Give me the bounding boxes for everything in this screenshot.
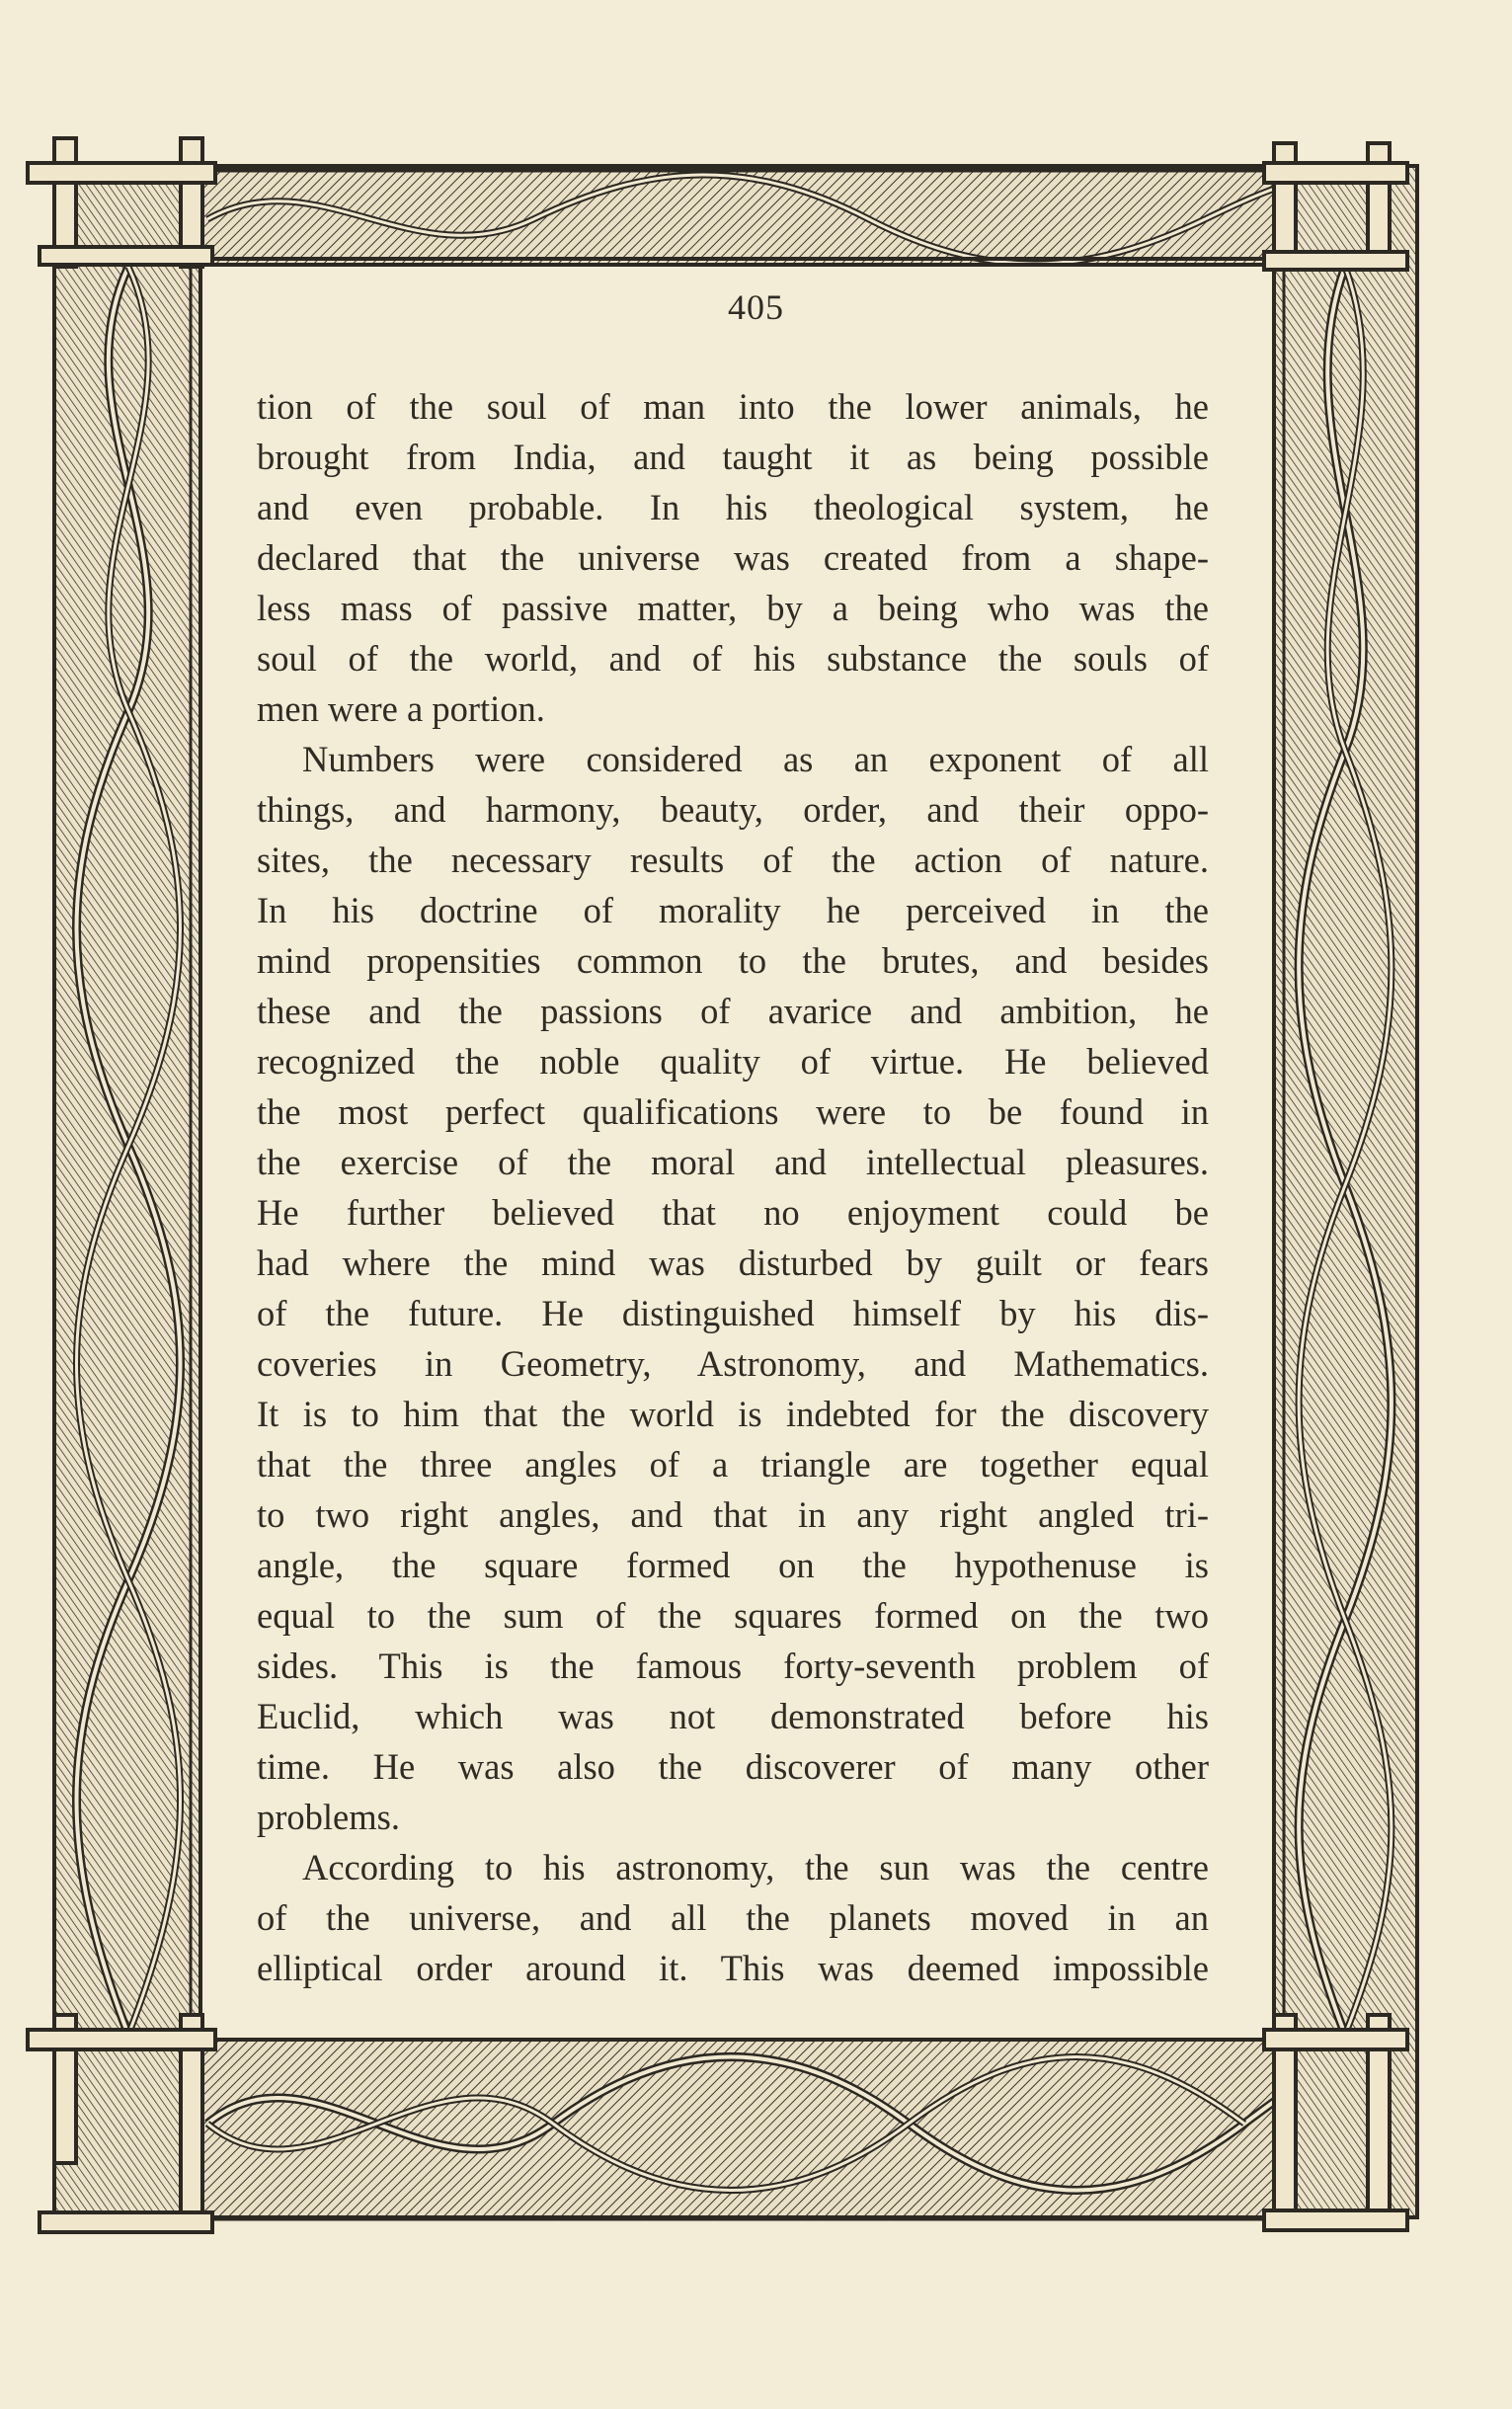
text-line: brought from India, and taught it as being possible bbox=[257, 437, 1209, 477]
text-line: that the three angles of a triangle are together equal bbox=[257, 1444, 1209, 1485]
text-line: of the future. He distinguished himself by his dis- bbox=[257, 1293, 1209, 1333]
text-line: less mass of passive matter, by a being who was the bbox=[257, 588, 1209, 628]
text-line: In his doctrine of morality he perceived in the bbox=[257, 890, 1209, 930]
text-line: sites, the necessary results of the action of nature. bbox=[257, 840, 1209, 880]
text-line: tion of the soul of man into the lower animals, he bbox=[257, 386, 1209, 427]
text-line: According to his astronomy, the sun was the centre bbox=[302, 1847, 1209, 1887]
text-line: men were a portion. bbox=[257, 688, 545, 729]
text-line: the exercise of the moral and intellectual pleasures. bbox=[257, 1142, 1209, 1182]
right-border-band bbox=[1274, 166, 1417, 2217]
text-line: equal to the sum of the squares formed on the two bbox=[257, 1595, 1209, 1636]
text-line: of the universe, and all the planets moved in an bbox=[257, 1897, 1209, 1938]
top-border-band bbox=[28, 166, 1417, 265]
text-line: had where the mind was disturbed by guilt or fears bbox=[257, 1243, 1209, 1283]
page-number: 405 bbox=[728, 287, 784, 327]
text-line: and even probable. In his theological system, he bbox=[257, 487, 1209, 527]
bottom-border-band bbox=[28, 2037, 1417, 2218]
paragraph bbox=[257, 1842, 1209, 1993]
text-line: problems. bbox=[257, 1797, 400, 1837]
text-line: mind propensities common to the brutes, and besides bbox=[257, 940, 1209, 981]
text-line: soul of the world, and of his substance the souls of bbox=[257, 638, 1209, 679]
text-line: He further believed that no enjoyment could be bbox=[257, 1192, 1209, 1233]
text-line: It is to him that the world is indebted for the discovery bbox=[257, 1394, 1209, 1434]
body-text bbox=[257, 381, 1209, 1993]
text-line: elliptical order around it. This was deemed impossible bbox=[257, 1948, 1209, 1988]
text-line: sides. This is the famous forty-seventh problem of bbox=[257, 1646, 1209, 1686]
text-line: recognized the noble quality of virtue. He believed bbox=[257, 1041, 1209, 1082]
paragraph bbox=[257, 381, 1209, 734]
text-line: things, and harmony, beauty, order, and their oppo- bbox=[257, 789, 1209, 830]
text-line: declared that the universe was created from a shape- bbox=[257, 537, 1209, 578]
text-line: time. He was also the discoverer of many other bbox=[257, 1746, 1209, 1787]
paragraph bbox=[257, 734, 1209, 1842]
text-line: to two right angles, and that in any right angled tri- bbox=[257, 1494, 1209, 1535]
text-line: the most perfect qualifications were to be found in bbox=[257, 1091, 1209, 1132]
text-line: Numbers were considered as an exponent of all bbox=[302, 739, 1209, 779]
left-border-band bbox=[54, 166, 200, 2217]
text-line: angle, the square formed on the hypothenuse is bbox=[257, 1545, 1209, 1585]
text-line: these and the passions of avarice and ambition, he bbox=[257, 991, 1209, 1031]
text-line: coveries in Geometry, Astronomy, and Mathematics. bbox=[257, 1343, 1209, 1384]
text-line: Euclid, which was not demonstrated before his bbox=[257, 1696, 1209, 1736]
